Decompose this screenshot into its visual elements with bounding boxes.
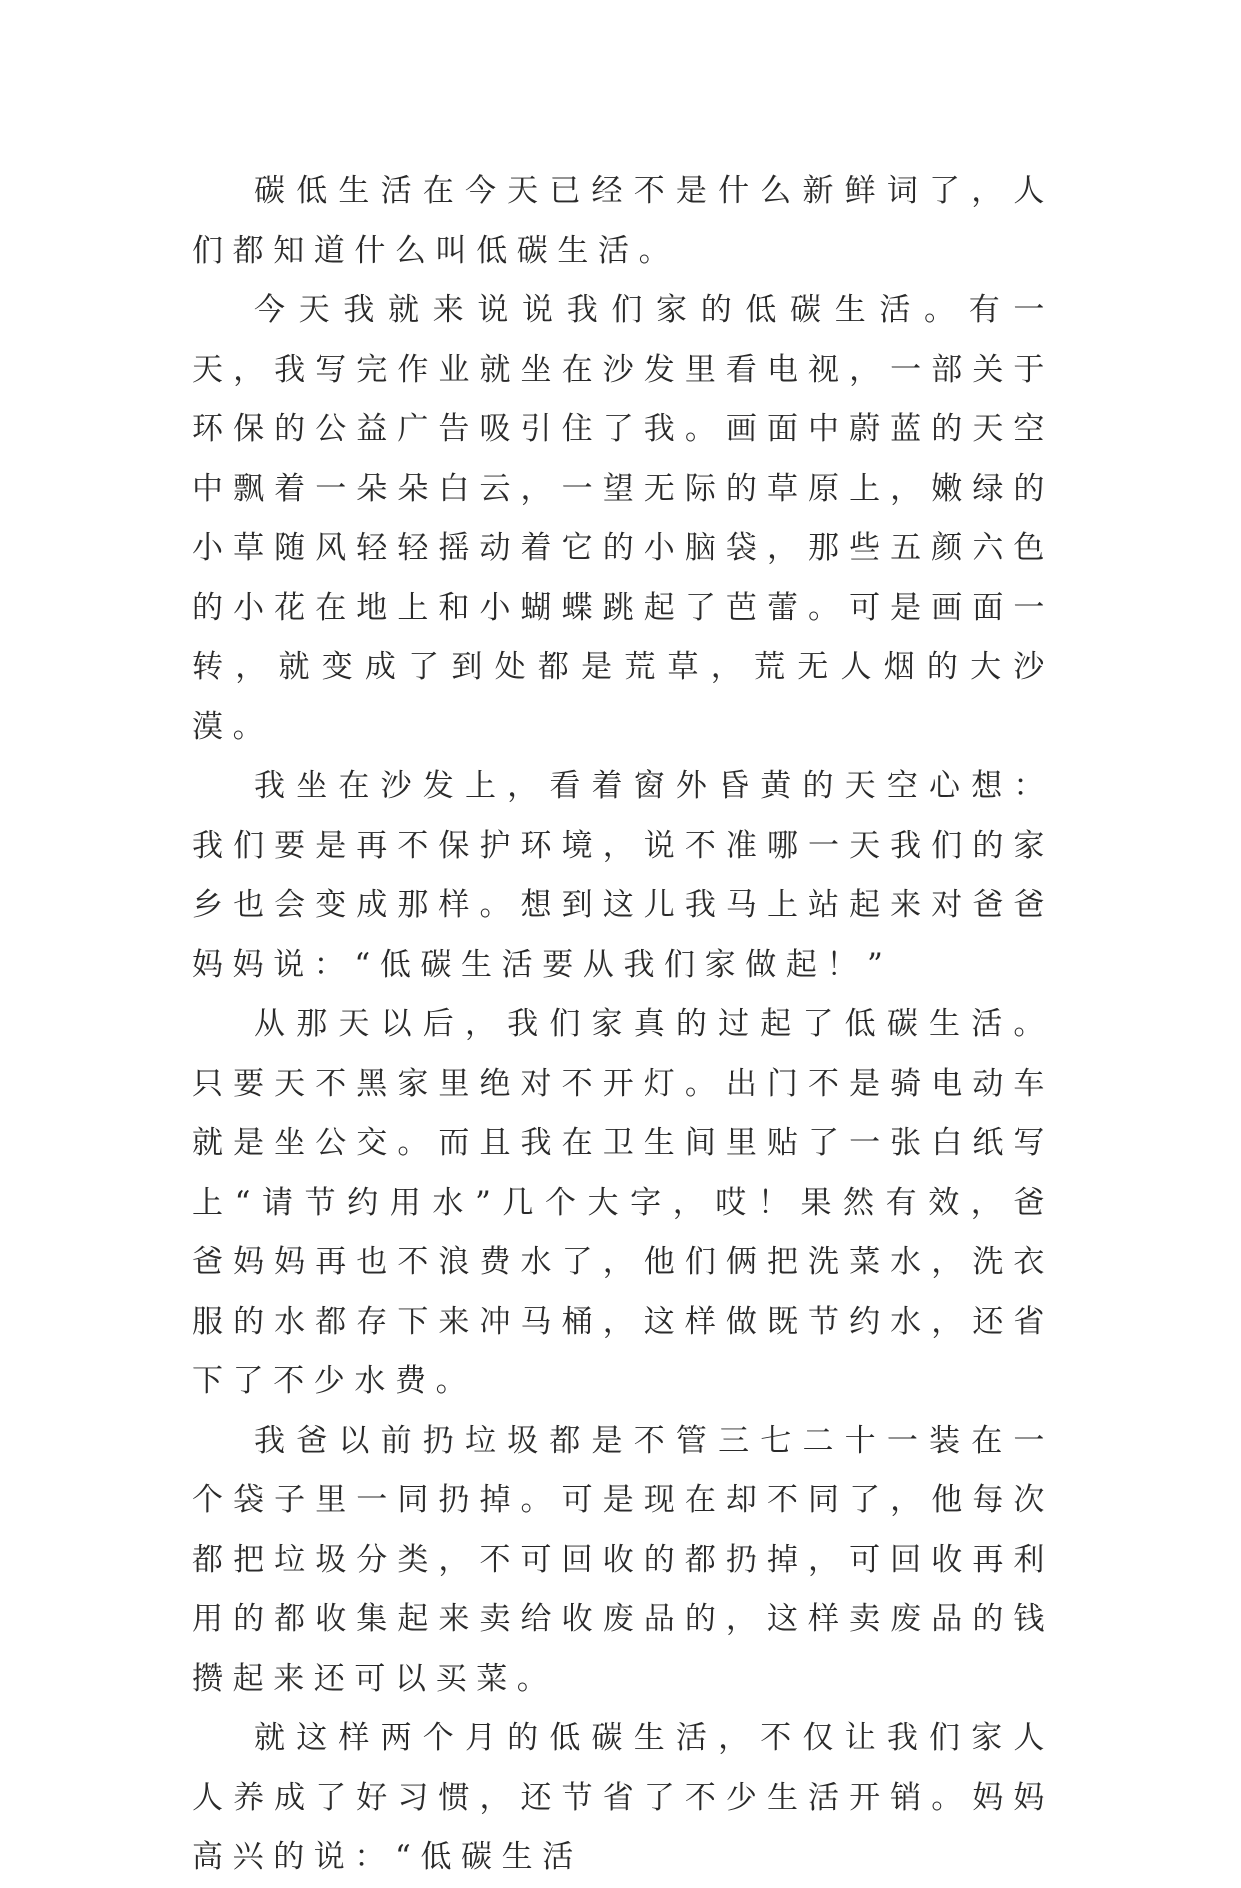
paragraph-5: 我爸以前扔垃圾都是不管三七二十一装在一个袋子里一同扔掉。可是现在却不同了，他每次都把垃圾分类，不可回收的都扔掉，可回收再利用的都收集起来卖给收废品的，这样卖废品的钱攒起来还可以买菜。 xyxy=(192,1422,1054,1697)
paragraph-2: 今天我就来说说我们家的低碳生活。有一天，我写完作业就坐在沙发里看电视，一部关于环保的公益广告吸引住了我。画面中蔚蓝的天空中飘着一朵朵白云，一望无际的草原上，嫩绿的小草随风轻轻摇动着它的小脑袋，那些五颜六色的小花在地上和小蝴蝶跳起了芭蕾。可是画面一转，就变成了到处都是荒草，荒无人烟的大沙漠。 xyxy=(192,292,1054,745)
document-body xyxy=(192,162,1054,1888)
paragraph-4: 从那天以后，我们家真的过起了低碳生活。只要天不黑家里绝对不开灯。出门不是骑电动车就是坐公交。而且我在卫生间里贴了一张白纸写上“请节约用水”几个大字，哎！果然有效，爸爸妈妈再也不浪费水了，他们俩把洗菜水，洗衣服的水都存下来冲马桶，这样做既节约水，还省下了不少水费。 xyxy=(192,1006,1054,1399)
paragraph-6: 就这样两个月的低碳生活，不仅让我们家人人养成了好习惯，还节省了不少生活开销。妈妈高兴的说：“低碳生活 xyxy=(192,1720,1054,1875)
paragraph-3: 我坐在沙发上，看着窗外昏黄的天空心想：我们要是再不保护环境，说不准哪一天我们的家乡也会变成那样。想到这儿我马上站起来对爸爸妈妈说：“低碳生活要从我们家做起！” xyxy=(192,768,1054,983)
paragraph-1: 碳低生活在今天已经不是什么新鲜词了，人们都知道什么叫低碳生活。 xyxy=(192,173,1054,269)
